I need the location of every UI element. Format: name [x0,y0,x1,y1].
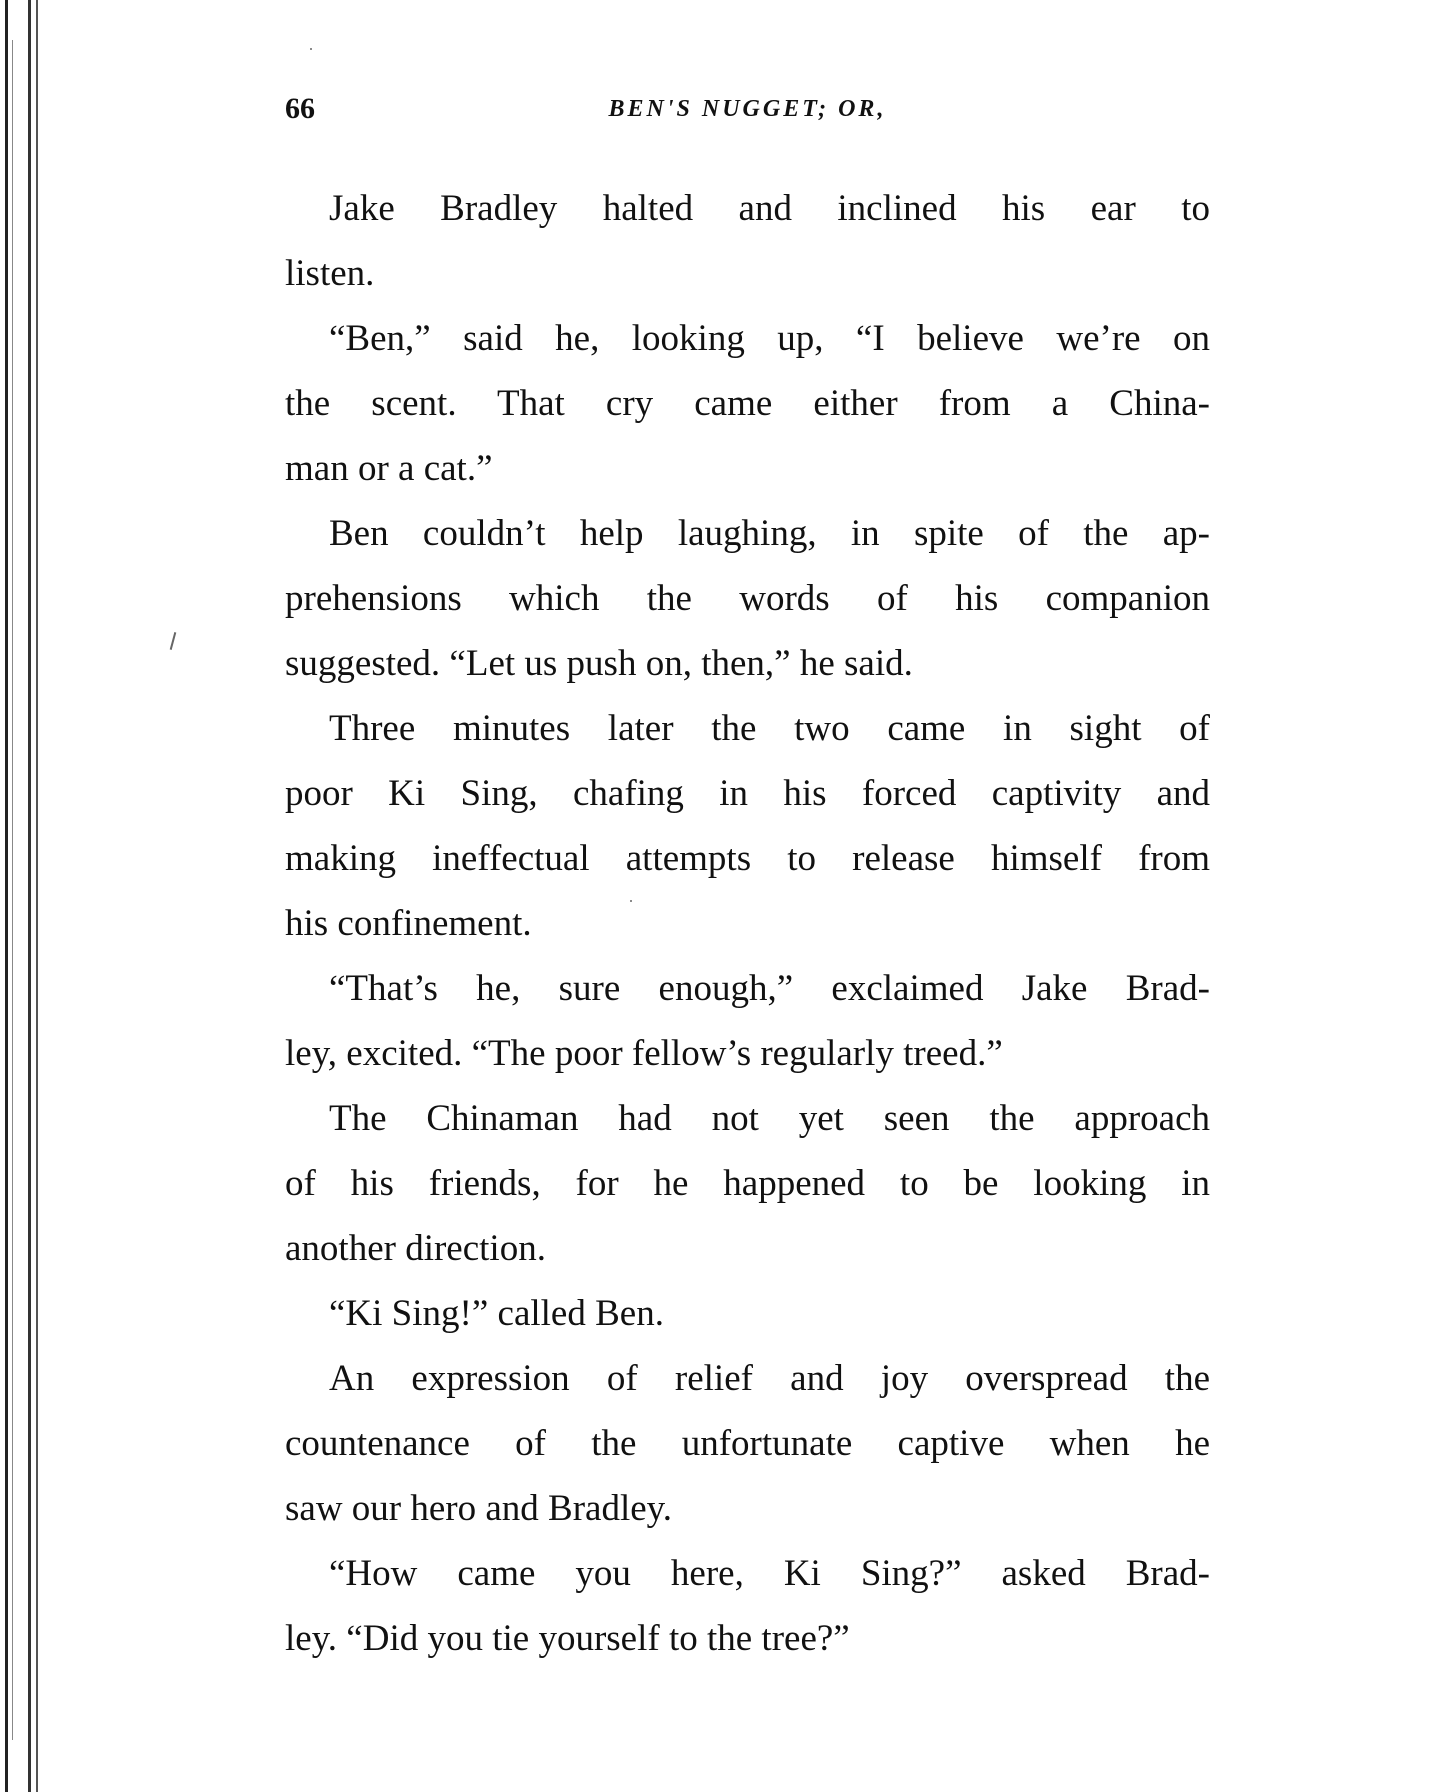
text-line: Three minutes later the two came in sight of [329,708,1210,749]
scan-speck [630,900,632,902]
text-line: countenance of the unfortunate captive when he [285,1423,1210,1464]
scan-speck [170,632,177,650]
body-text [285,176,1210,1671]
text-line: Jake Bradley halted and inclined his ear to [329,188,1210,229]
page-gutter-line [5,0,8,1792]
text-line: ley, excited. “The poor fellow’s regularly treed.” [285,1033,1003,1074]
text-line: the scent. That cry came either from a China- [285,383,1210,424]
text-line: listen. [285,253,375,294]
text-line: making ineffectual attempts to release himself from [285,838,1210,879]
page-gutter-line [36,0,38,1792]
text-line: of his friends, for he happened to be looking in [285,1163,1210,1204]
text-line: suggested. “Let us push on, then,” he said. [285,643,913,684]
text-line: ley. “Did you tie yourself to the tree?” [285,1618,850,1659]
page-gutter-line [12,40,13,1740]
text-line: “Ki Sing!” called Ben. [329,1293,664,1334]
page-gutter-line [28,0,31,1792]
running-head: BEN'S NUGGET; OR, [608,96,887,122]
text-line: another direction. [285,1228,546,1269]
text-line: “Ben,” said he, looking up, “I believe we’re on [329,318,1210,359]
text-line: saw our hero and Bradley. [285,1488,673,1529]
text-line: “That’s he, sure enough,” exclaimed Jake Brad- [329,968,1210,1009]
text-line: An expression of relief and joy overspread the [329,1358,1210,1399]
text-line: prehensions which the words of his companion [285,578,1210,619]
text-line: man or a cat.” [285,448,493,489]
text-line: The Chinaman had not yet seen the approach [329,1098,1210,1139]
text-line: poor Ki Sing, chafing in his forced captivity and [285,773,1210,814]
page-header [285,92,1210,136]
scan-speck [310,48,312,50]
text-line: Ben couldn’t help laughing, in spite of the ap- [329,513,1210,554]
page-number: 66 [285,92,315,125]
text-line: “How came you here, Ki Sing?” asked Brad- [329,1553,1210,1594]
text-line: his confinement. [285,903,532,944]
